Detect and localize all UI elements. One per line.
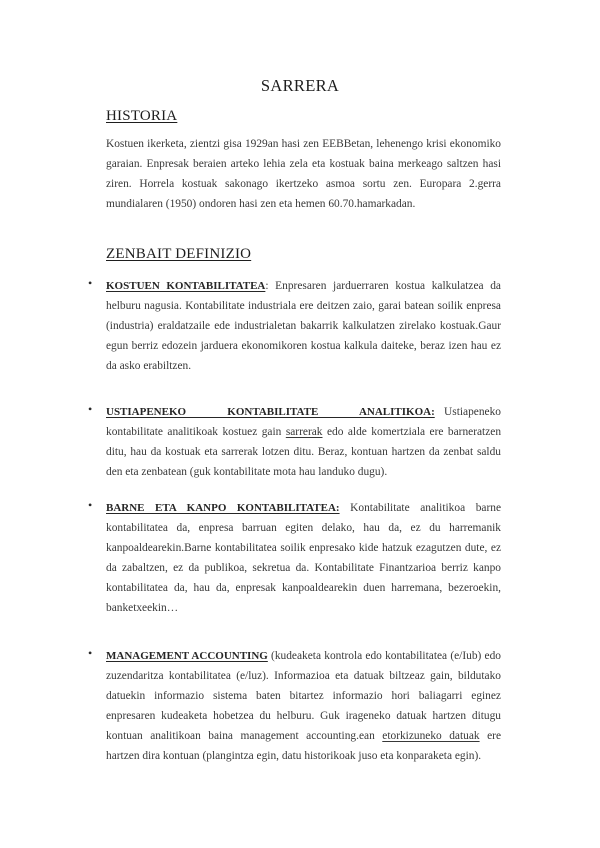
bullet-icon: • [88, 402, 93, 416]
document-title: SARRERA [260, 76, 340, 95]
definition-underlined-text: etorkizuneko datuak [382, 730, 480, 742]
bullet-icon: • [88, 646, 93, 660]
definition-term: USTIAPENEKO KONTABILITATE ANALITIKOA: [106, 406, 435, 418]
definition-text: Ustiapeneko kontabilitate analitikoak kostuez gain [106, 406, 501, 438]
section-heading-definitions: ZENBAIT DEFINIZIO [106, 246, 252, 262]
definition-text-after: ere hartzen dira kontuan (plangintza egin, datu historikoak juso eta konparaketa egin). [106, 730, 502, 762]
definition-item [106, 402, 501, 482]
definition-underlined-text: sarrerak [285, 426, 323, 438]
historia-paragraph: Kostuen ikerketa, zientzi gisa 1929an hasi zen EEBBetan, lehenengo krisi ekonomiko garaian. Enpresak beraien arteko lehia zela eta kostuak baina merkeago saltzen hasi ziren. Horrela kostuak sakonago ikertzeko asmoa sortu zen. Europara 2.gerra mundialaren (1950) ondoren hasi zen eta hemen 60.70.hamarkadan. [106, 138, 501, 210]
definition-text: : Enpresaren jarduerraren kostua kalkulatzea da helburu nagusia. Kontabilitate industriala ere deitzen zaio, garai batean soilik enpresa (industria) eraldatzaile ede industrialetan bakarrik kalkulatzen zirelako kostuak.Gaur egun berriz edozein jarduera ekonomikoren kostua kalkula daiteke, beraz izen hau ez da asko erabiltzen. [106, 280, 501, 372]
definition-text-after: edo alde komertziala ere barneratzen ditu, hau da kostuak eta sarrerak lotzen ditu. Beraz, kontuan hartzen da zenbat saldu den eta zenbatean (guk kontabilitate mota hau landuko dugu). [106, 426, 502, 478]
definition-item [106, 276, 501, 376]
definition-item [106, 498, 501, 618]
definition-term: MANAGEMENT ACCOUNTING [106, 650, 268, 662]
bullet-icon: • [88, 498, 93, 512]
definition-term: BARNE ETA KANPO KONTABILITATEA: [106, 502, 340, 514]
definition-text: Kontabilitate analitikoa barne kontabilitatea da, enpresa barruan egiten delako, hau da, ez du harremanik kanpoaldearekin.Barne kontabilitatea soilik enpresako kide hatzuk ezagutzen dute, ez da zabaltzen, ez da publikoa, sekretua da. Kontabilitate Finantzarioa berriz kanpo kontabilitatea da, hau da, enpresak kanpoaldearekin duen harremana, bezeroekin, banketxeekin… [106, 502, 502, 614]
section-heading-historia: HISTORIA [106, 108, 178, 124]
definition-text: (kudeaketa kontrola edo kontabilitatea (e/Iub) edo zuzendaritza kontabilitatea (e/luz). Informazioa eta datuak biltzeaz gain, bildutako datuekin informazio sistema baten bitartez informazio hori baliagarri eginez enpresaren kudeaketa hobetzea du helburu. Guk irageneko datuak hartzen ditugu kontuan analitikoan baina management accounting.ean [106, 650, 501, 742]
definition-item [106, 646, 501, 766]
definition-term: KOSTUEN KONTABILITATEA [106, 280, 266, 292]
bullet-icon: • [88, 276, 93, 290]
